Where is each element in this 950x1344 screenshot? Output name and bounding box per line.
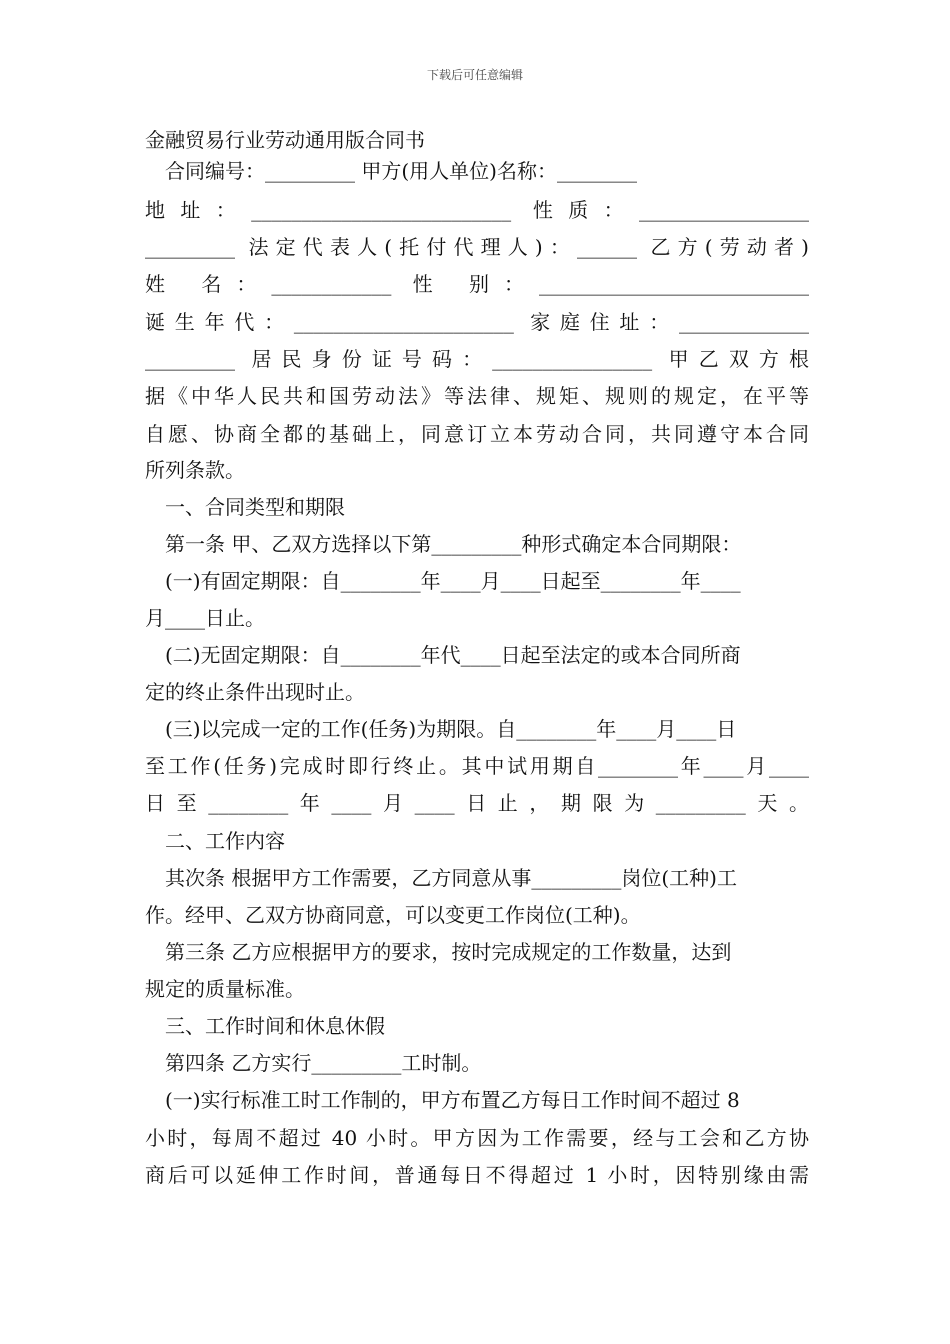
body-line: 商后可以延伸工作时间，普通每日不得超过 1 小时，因特别缘由需 bbox=[145, 1163, 809, 1187]
body-line: 一、合同类型和期限 bbox=[165, 495, 345, 519]
body-line: 月____日止。 bbox=[145, 606, 265, 630]
body-line: 其次条 根据甲方工作需要，乙方同意从事_________岗位(工种)工 bbox=[165, 866, 737, 890]
body-line: 三、工作时间和休息休假 bbox=[165, 1014, 385, 1038]
body-line: 地址：__________________________ 性质：_________________ bbox=[145, 198, 809, 222]
body-line: 小时，每周不超过 40 小时。甲方因为工作需要，经与工会和乙方协 bbox=[145, 1126, 809, 1150]
body-line: 作。经甲、乙双方协商同意，可以变更工作岗位(工种)。 bbox=[145, 903, 641, 927]
body-line: 自愿、协商全都的基础上，同意订立本劳动合同，共同遵守本合同 bbox=[145, 422, 809, 446]
header-note: 下载后可任意编辑 bbox=[426, 68, 523, 82]
body-line: 所列条款。 bbox=[145, 458, 245, 482]
body-line: 合同编号：_________ 甲方(用人单位)名称：________ bbox=[165, 159, 637, 183]
body-line: 第三条 乙方应根据甲方的要求，按时完成规定的工作数量，达到 bbox=[165, 940, 732, 964]
body-line: (三)以完成一定的工作(任务)为期限。自________年____月____日 bbox=[165, 717, 737, 741]
body-line: 规定的质量标准。 bbox=[145, 977, 305, 1001]
body-line: 姓 名：____________ 性 别：___________________________ bbox=[145, 272, 809, 296]
body-line: 至工作(任务)完成时即行终止。其中试用期自________年____月____ bbox=[145, 754, 809, 778]
document-title: 金融贸易行业劳动通用版合同书 bbox=[145, 128, 425, 152]
body-line: (二)无固定期限：自________年代____日起至法定的或本合同所商 bbox=[165, 643, 741, 667]
body-line: 第一条 甲、乙双方选择以下第_________种形式确定本合同期限： bbox=[165, 532, 742, 556]
body-line: 二、工作内容 bbox=[165, 829, 285, 853]
body-line: 日至________年____月____日止，期限为_________天。 bbox=[145, 791, 809, 815]
body-line: (一)有固定期限：自________年____月____日起至________年____ bbox=[165, 569, 741, 593]
body-line: (一)实行标准工时工作制的，甲方布置乙方每日工作时间不超过 8 bbox=[165, 1088, 740, 1112]
body-line: _________ 居民身份证号码：________________ 甲乙双方根 bbox=[145, 347, 809, 371]
body-line: 定的终止条件出现时止。 bbox=[145, 680, 365, 704]
body-line: 据《中华人民共和国劳动法》等法律、规矩、规则的规定，在平等 bbox=[145, 384, 809, 408]
body-line: 第四条 乙方实行_________工时制。 bbox=[165, 1051, 482, 1075]
body-line: 诞生年代：______________________ 家庭住址：_____________ bbox=[145, 310, 809, 334]
body-line: _________ 法定代表人(托付代理人)：______ 乙方(劳动者) bbox=[145, 235, 809, 259]
